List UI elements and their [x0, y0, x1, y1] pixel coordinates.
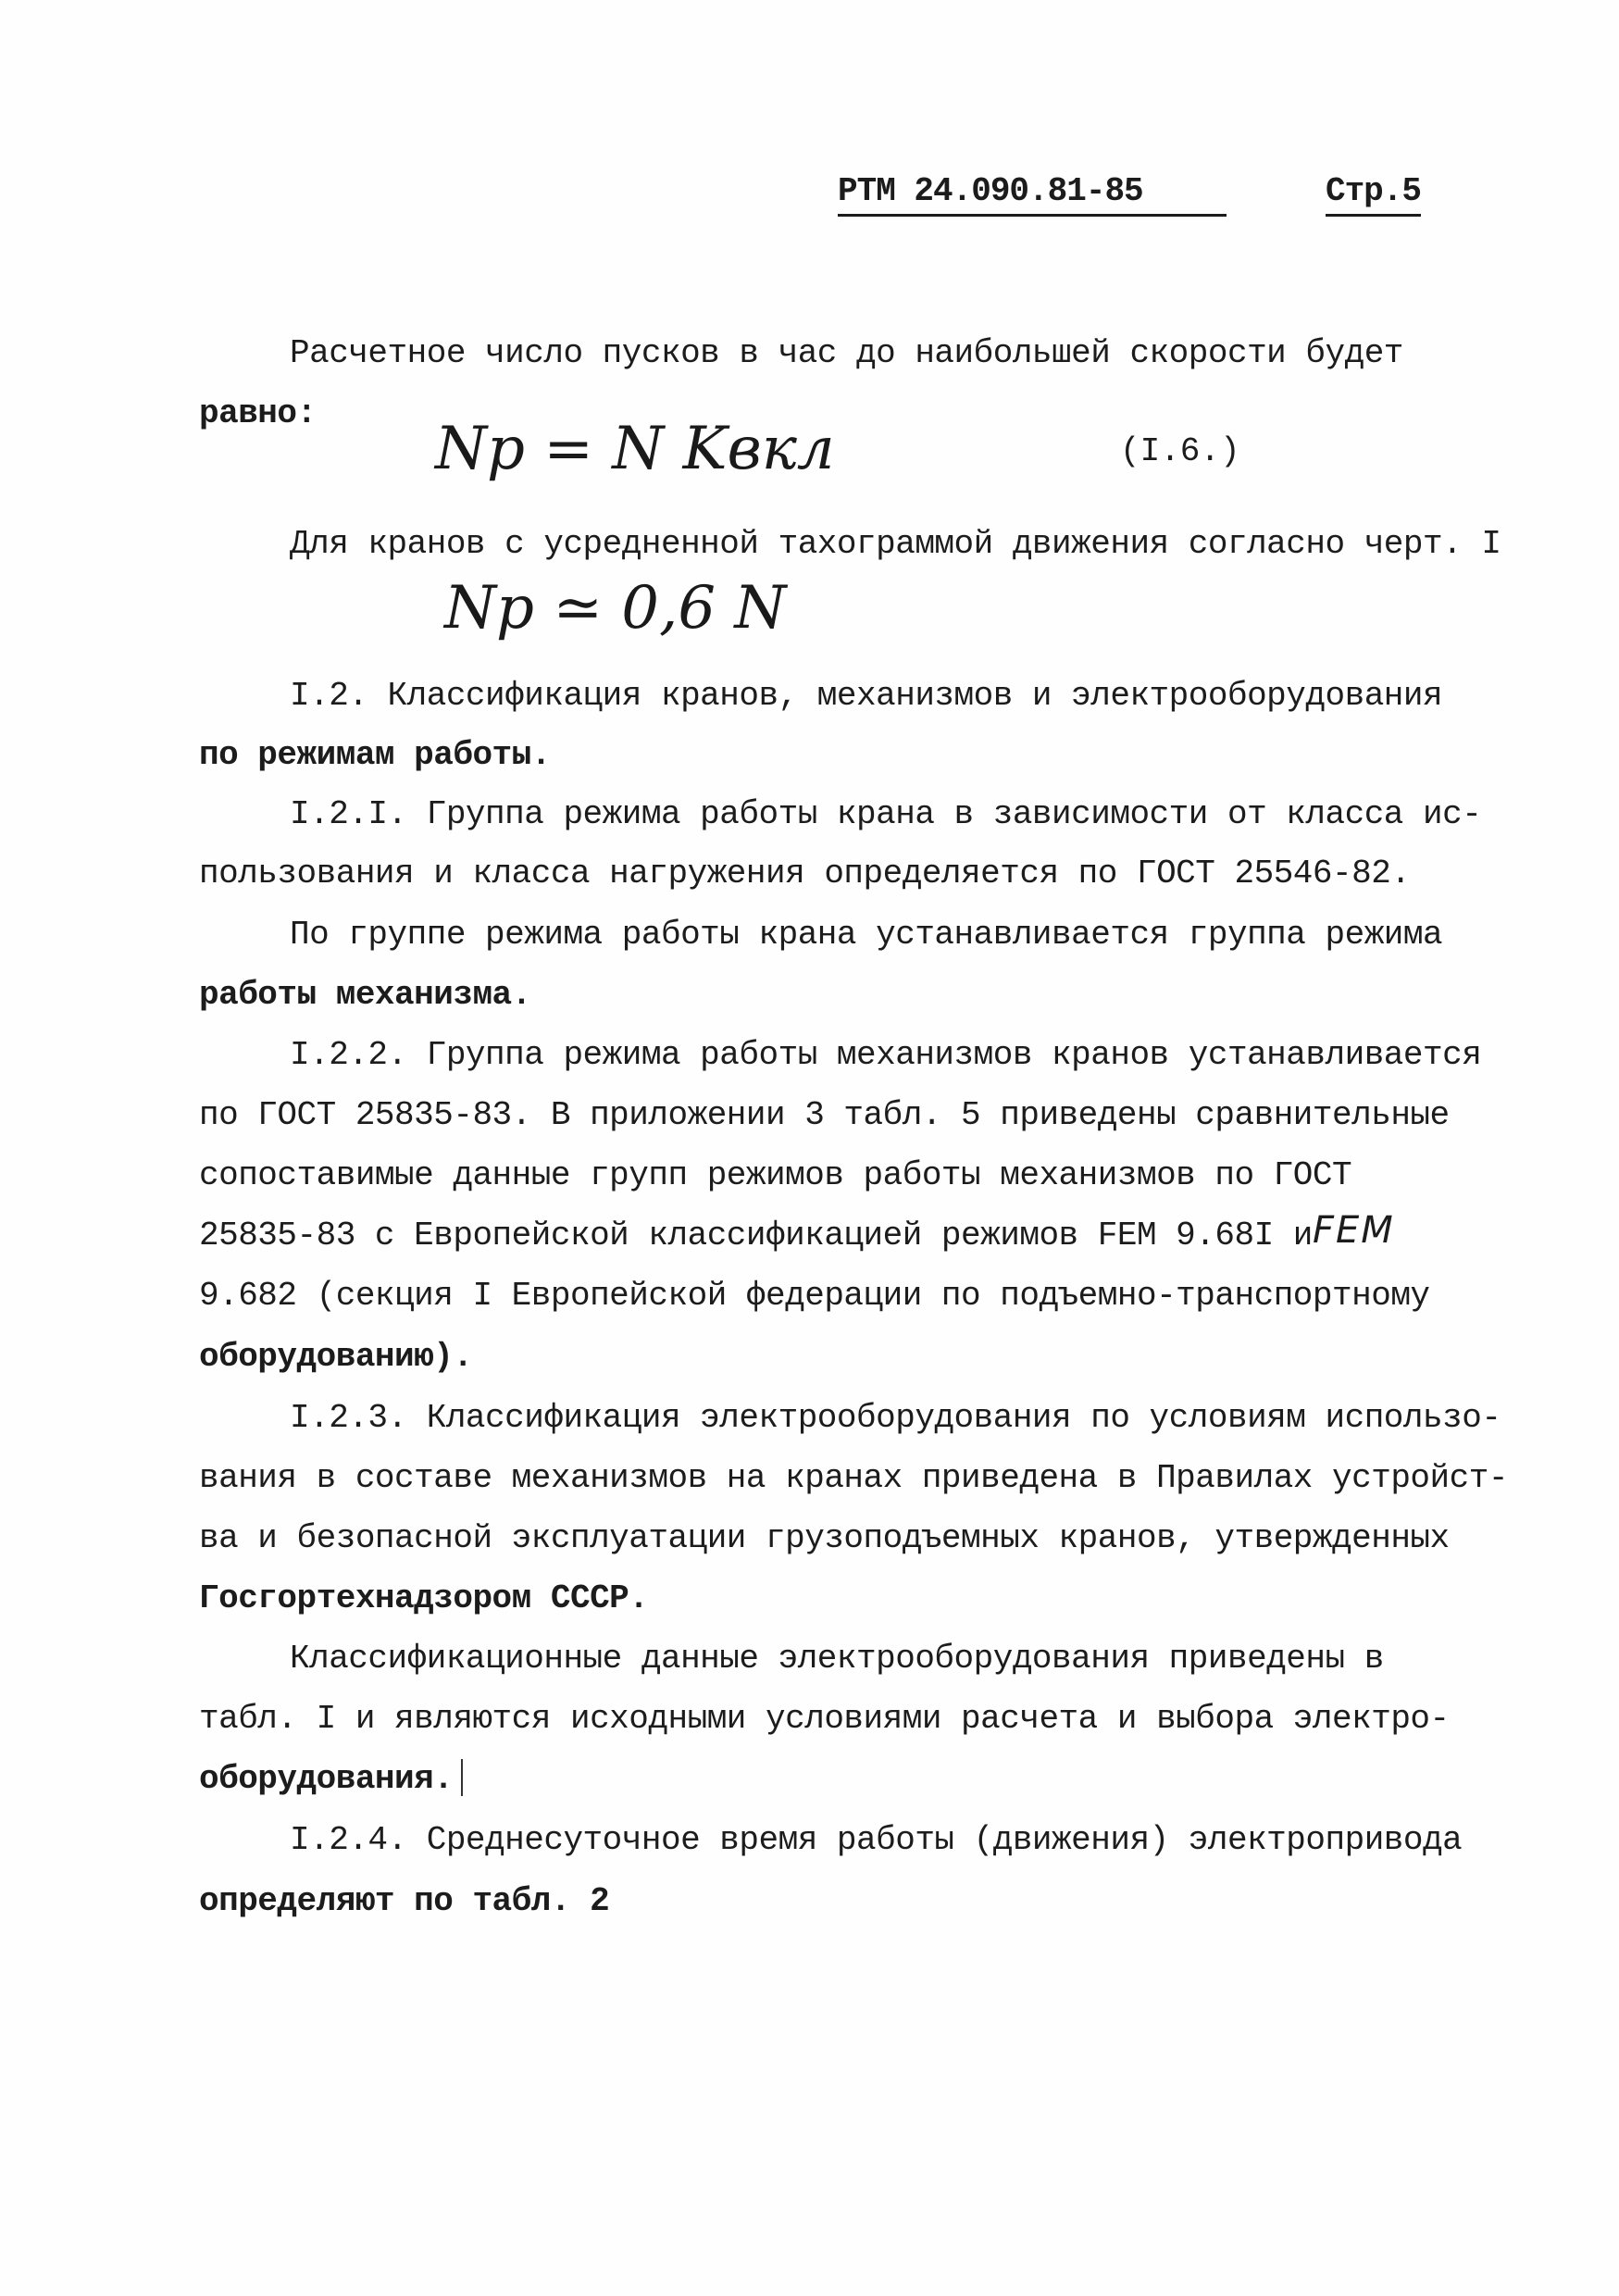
page-number: Стр.5 — [1326, 172, 1421, 217]
document-code: РТМ 24.090.81-85 — [838, 172, 1227, 217]
paragraph-line: пользования и класса нагружения определяется по ГОСТ 25546-82. — [199, 855, 1411, 892]
paragraph-line: сопоставимые данные групп режимов работы механизмов по ГОСТ — [199, 1156, 1352, 1194]
paragraph-line: I.2.2. Группа режима работы механизмов кранов устанавливается — [290, 1036, 1482, 1074]
paragraph-line: 25835-83 с Европейской классификацией режимов FEM 9.68I и — [199, 1217, 1313, 1254]
paragraph-line: По группе режима работы крана устанавливается группа режима — [290, 916, 1443, 954]
paragraph-line: оборудованию). — [199, 1338, 473, 1376]
handwritten-fem: FEM — [1313, 1209, 1395, 1252]
paragraph-line: работы механизма. — [199, 976, 531, 1014]
paragraph-line: определяют по табл. 2 — [199, 1882, 610, 1920]
paragraph-line: I.2.I. Группа режима работы крана в зависимости от класса ис- — [290, 795, 1482, 833]
paragraph-line: Госгортехнадзором СССР. — [199, 1579, 649, 1617]
page-header — [838, 165, 1421, 220]
paragraph-line: оборудования. — [199, 1760, 454, 1798]
paragraph-line: 9.682 (секция I Европейской федерации по подъемно-транспортному — [199, 1277, 1430, 1315]
paragraph-line: I.2.3. Классификация электрооборудования по условиям использо- — [290, 1399, 1501, 1437]
formula-number: (I.6.) — [1120, 432, 1240, 470]
paragraph-line: табл. I и являются исходными условиями расчета и выбора электро- — [199, 1700, 1450, 1738]
paragraph-line: равно: — [199, 394, 317, 432]
section-heading: I.2. Классификация кранов, механизмов и электрооборудования — [290, 677, 1443, 715]
paragraph-line: I.2.4. Среднесуточное время работы (движения) электропривода — [290, 1821, 1463, 1859]
paragraph-line: ва и безопасной эксплуатации грузоподъемных кранов, утвержденных — [199, 1519, 1450, 1557]
paragraph-line: вания в составе механизмов на кранах приведена в Правилах устройст- — [199, 1459, 1508, 1497]
paragraph-line: по ГОСТ 25835-83. В приложении 3 табл. 5 приведены сравнительные — [199, 1096, 1450, 1134]
section-heading-cont: по режимам работы. — [199, 736, 551, 774]
formula-np: Nр = N Kвкл — [435, 415, 835, 483]
paragraph-line: Классификационные данные электрооборудования приведены в — [290, 1640, 1384, 1678]
paragraph-line: Для кранов с усредненной тахограммой движения согласно черт. I — [290, 525, 1501, 563]
paragraph-line: Расчетное число пусков в час до наибольшей скорости будет — [290, 334, 1403, 372]
pencil-mark — [461, 1759, 463, 1796]
formula-np-approx: Nр ≃ 0,6 N — [444, 574, 787, 643]
